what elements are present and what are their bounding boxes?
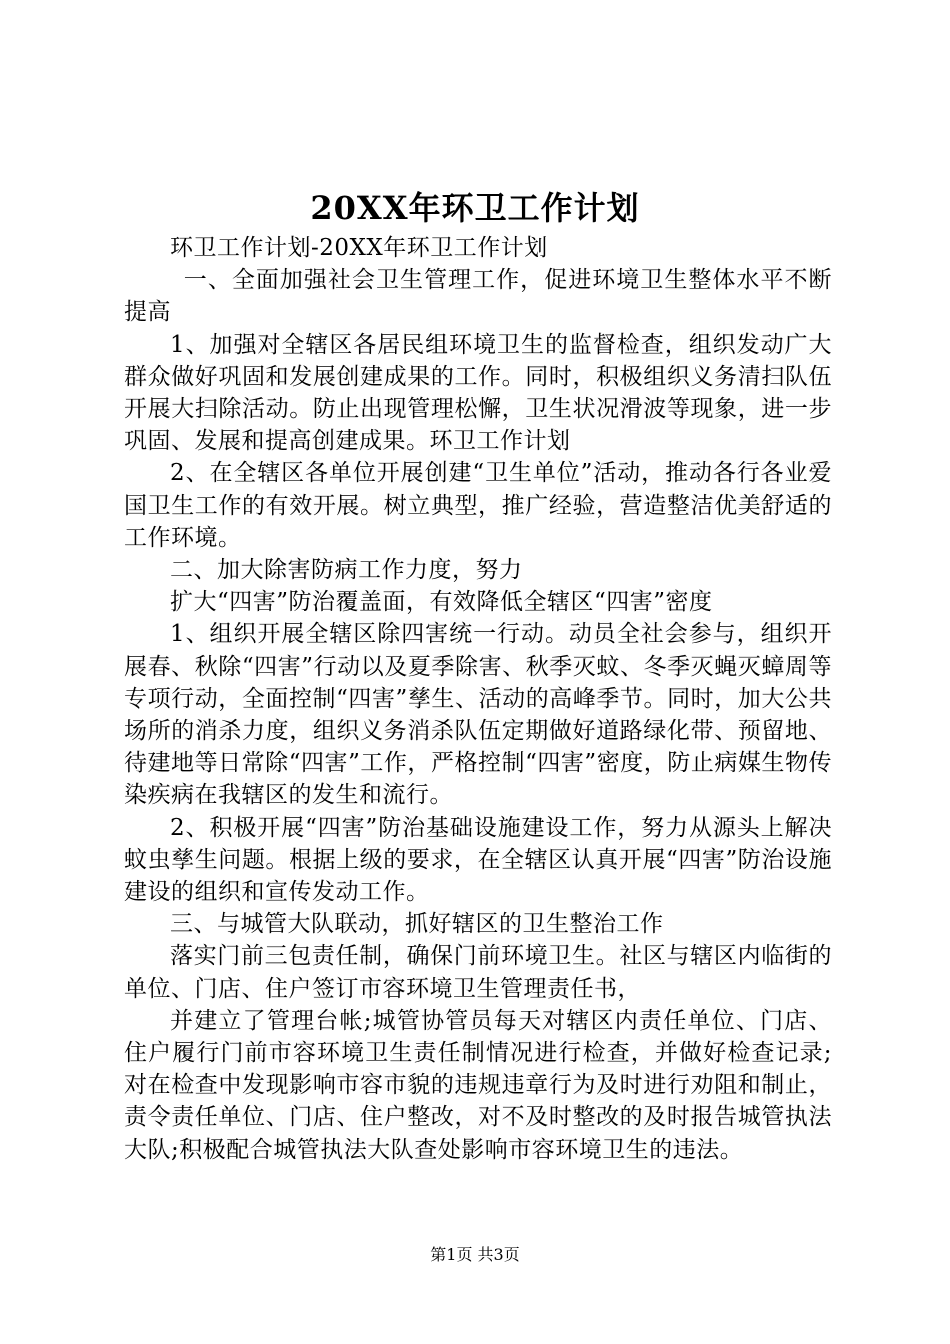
paragraph-2-1: 1、组织开展全辖区除四害统一行动。动员全社会参与，组织开展春、秋除“四害”行动以及夏季除害、秋季灭蚊、冬季灭蝇灭蟑周等专项行动，全面控制“四害”孳生、活动的高峰季节。同时，加大公共场所的消杀力度，组织义务消杀队伍定期做好道路绿化带、预留地、待建地等日常除“四害”工作，严格控制“四害”密度，防止病媒生物传染疾病在我辖区的发生和流行。 [124, 621, 832, 809]
paragraph-1-1: 1、加强对全辖区各居民组环境卫生的监督检查，组织发动广大群众做好巩固和发展创建成果的工作。同时，积极组织义务清扫队伍开展大扫除活动。防止出现管理松懈，卫生状况滑波等现象，进一步巩固、发展和提高创建成果。环卫工作计划 [124, 331, 832, 455]
page-footer: 第1页 共3页 [430, 1245, 520, 1264]
paragraph-2-2: 2、积极开展“四害”防治基础设施建设工作，努力从源头上解决蚊虫孳生问题。根据上级的要求，在全辖区认真开展“四害”防治设施建设的组织和宣传发动工作。 [124, 814, 832, 906]
paragraph-heading-1: 一、全面加强社会卫生管理工作，促进环境卫生整体水平不断提高 [124, 267, 832, 326]
paragraph-heading-2: 二、加大除害防病工作力度，努力 [170, 557, 523, 584]
paragraph-3-1: 落实门前三包责任制，确保门前环境卫生。社区与辖区内临街的单位、门店、住户签订市容环境卫生管理责任书， [124, 943, 832, 1002]
document-body [124, 232, 832, 1166]
paragraph-3-2: 并建立了管理台帐;城管协管员每天对辖区内责任单位、门店、住户履行门前市容环境卫生责任制情况进行检查，并做好检查记录;对在检查中发现影响市容市貌的违规违章行为及时进行劝阻和制止，责令责任单位、门店、住户整改，对不及时整改的及时报告城管执法大队;积极配合城管执法大队查处影响市容环境卫生的违法。 [124, 1007, 832, 1163]
paragraph-heading-2-cont: 扩大“四害”防治覆盖面，有效降低全辖区“四害”密度 [170, 589, 713, 616]
paragraph-intro: 环卫工作计划-20XX年环卫工作计划 [170, 235, 548, 261]
paragraph-1-2: 2、在全辖区各单位开展创建“卫生单位”活动，推动各行各业爱国卫生工作的有效开展。树立典型，推广经验，营造整洁优美舒适的工作环境。 [124, 460, 832, 551]
paragraph-heading-3: 三、与城管大队联动，抓好辖区的卫生整治工作 [170, 911, 664, 938]
document-title: 20XX年环卫工作计划 [310, 189, 640, 227]
